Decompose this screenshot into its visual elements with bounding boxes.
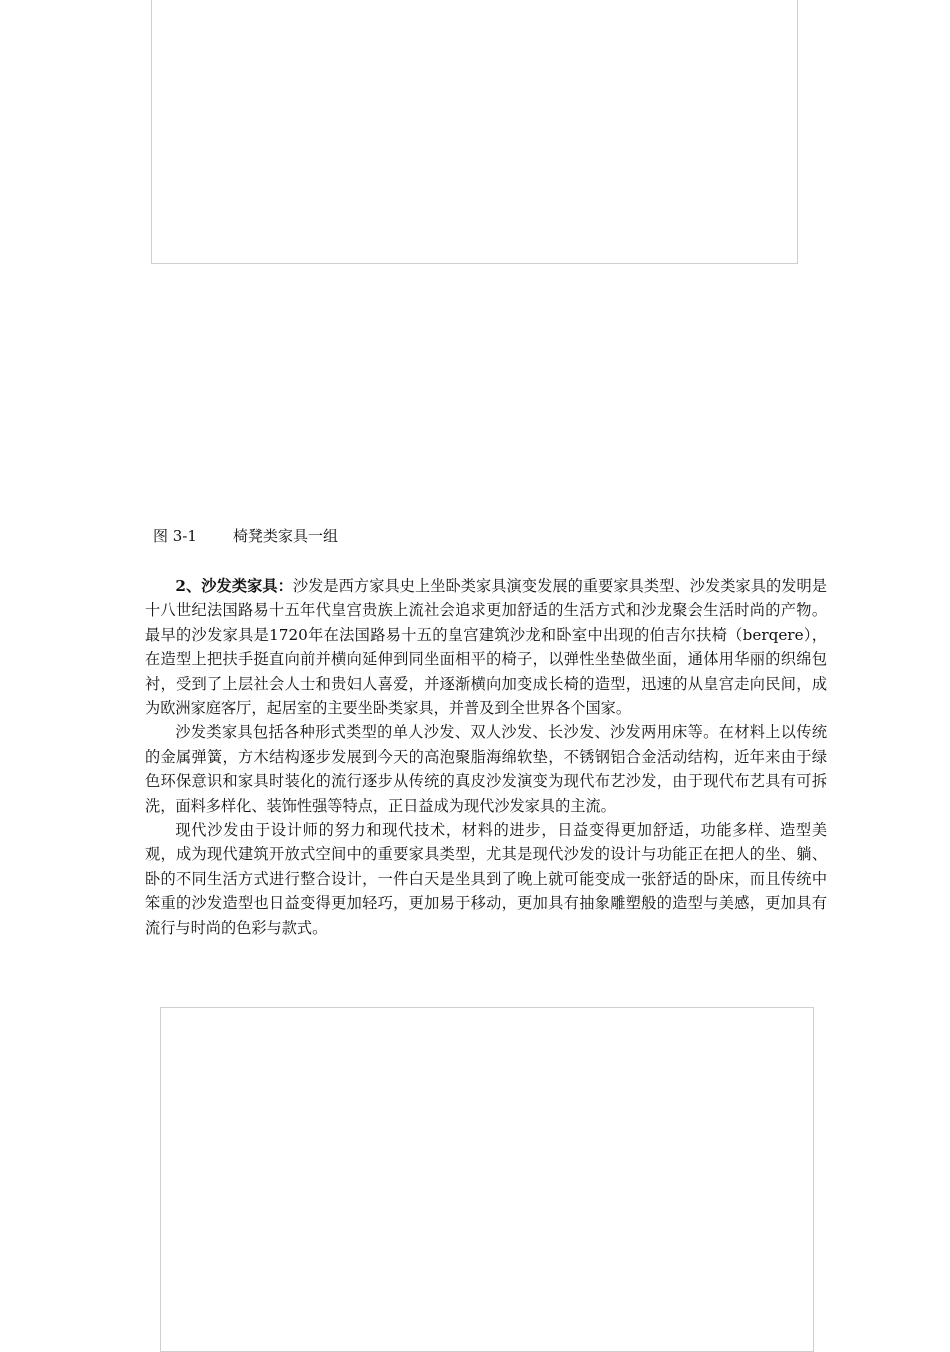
figure-image-top	[151, 0, 798, 264]
figure-caption-text: 椅凳类家具一组	[232, 527, 338, 545]
section-heading-colon: ：	[277, 577, 293, 595]
paragraph-1	[145, 574, 827, 720]
figure-image-bottom	[160, 1007, 814, 1352]
body-text	[145, 574, 827, 940]
paragraph-3: 现代沙发由于设计师的努力和现代技术，材料的进步，日益变得更加舒适，功能多样、造型美观，成为现代建筑开放式空间中的重要家具类型，尤其是现代沙发的设计与功能正在把人的坐、躺、卧的不同生活方式进行整合设计，一件白天是坐具到了晚上就可能变成一张舒适的卧床，而且传统中笨重的沙发造型也日益变得更加轻巧，更加易于移动，更加具有抽象雕塑般的造型与美感，更加具有流行与时尚的色彩与款式。	[145, 821, 827, 937]
figure-caption	[153, 526, 338, 546]
paragraph-1-text: 沙发是西方家具史上坐卧类家具演变发展的重要家具类型、沙发类家具的发明是十八世纪法国路易十五年代皇宫贵族上流社会追求更加舒适的生活方式和沙龙聚会生活时尚的产物。最早的沙发家具是1720年在法国路易十五的皇宫建筑沙龙和卧室中出现的伯吉尔扶椅（berqere），在造型上把扶手挺直向前并横向延伸到同坐面相平的椅子，以弹性坐垫做坐面，通体用华丽的织绵包衬，受到了上层社会人士和贵妇人喜爱，并逐渐横向加变成长椅的造型，迅速的从皇宫走向民间，成为欧洲家庭客厅，起居室的主要坐卧类家具，并普及到全世界各个国家。	[145, 577, 827, 718]
figure-number: 图 3-1	[153, 527, 197, 545]
section-heading: 2、沙发类家具	[175, 577, 278, 595]
paragraph-2: 沙发类家具包括各种形式类型的单人沙发、双人沙发、长沙发、沙发两用床等。在材料上以传统的金属弹簧，方木结构逐步发展到今天的高泡聚脂海绵软垫，不锈钢铝合金活动结构，近年来由于绿色环保意识和家具时装化的流行逐步从传统的真皮沙发演变为现代布艺沙发，由于现代布艺具有可拆洗，面料多样化、装饰性强等特点，正日益成为现代沙发家具的主流。	[145, 723, 827, 815]
